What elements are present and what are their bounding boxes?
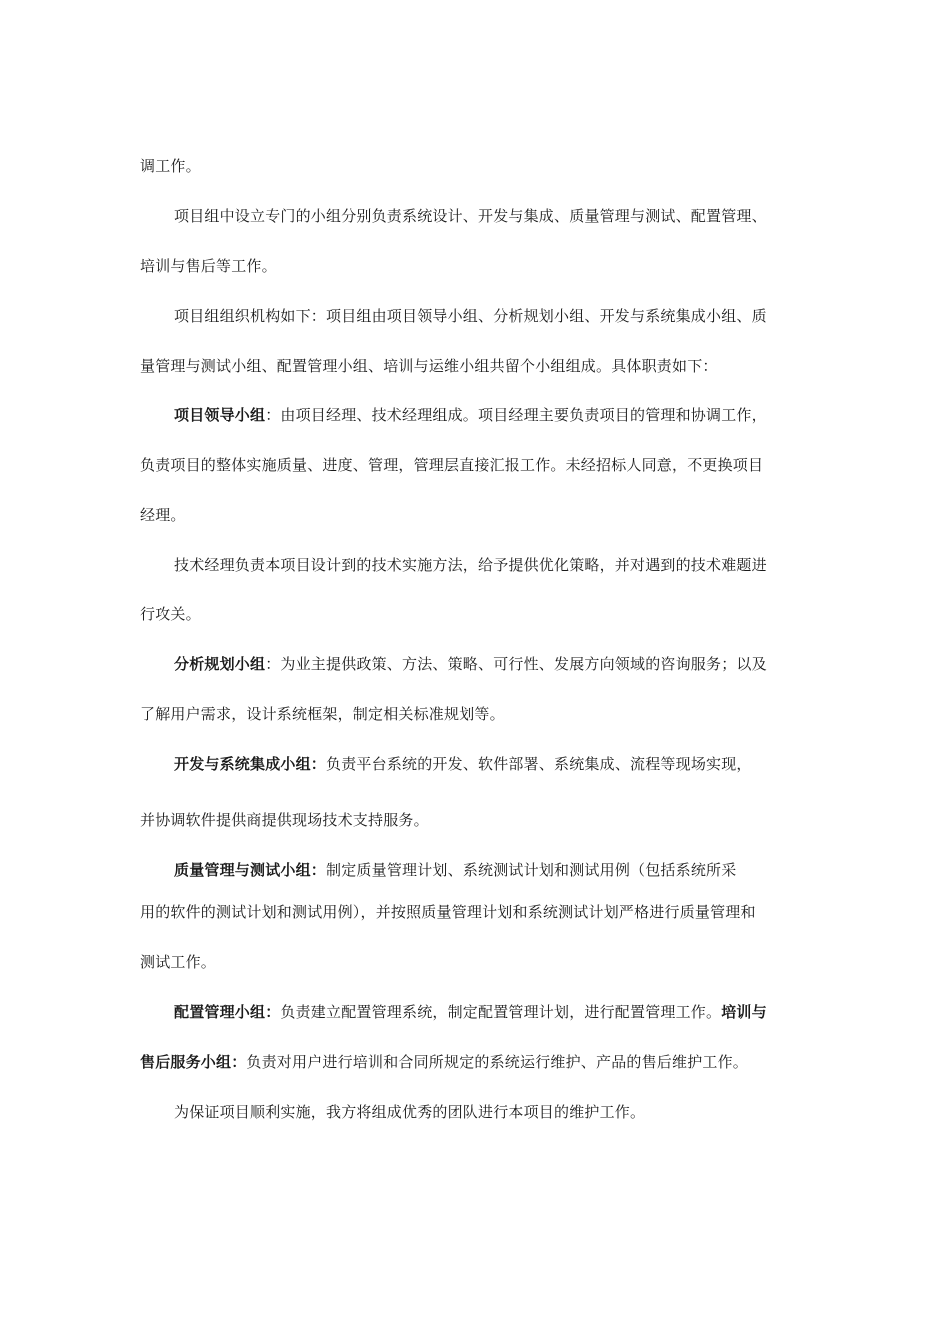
text-segment: 经理。	[140, 506, 186, 524]
text-segment: 制定质量管理计划、系统测试计划和测试用例（包括系统所采	[326, 861, 737, 879]
text-segment: 负责建立配置管理系统，制定配置管理计划，进行配置管理工作。	[280, 1003, 722, 1021]
text-line	[140, 952, 216, 972]
text-line	[140, 455, 763, 475]
text-segment: 行攻关。	[140, 605, 201, 623]
text-line	[140, 902, 756, 922]
text-line	[140, 604, 201, 624]
text-line	[140, 1052, 748, 1072]
text-segment: 测试工作。	[140, 953, 217, 971]
group-heading: 质量管理与测试小组：	[174, 861, 327, 879]
text-segment: 负责平台系统的开发、软件部署、系统集成、流程等现场实现，	[326, 755, 752, 773]
text-line	[174, 654, 767, 674]
text-segment: ：为业主提供政策、方法、策略、可行性、发展方向领域的咨询服务；以及	[265, 655, 767, 673]
text-segment: 量管理与测试小组、配置管理小组、培训与运维小组共留个小组组成。具体职责如下：	[140, 357, 718, 375]
text-line	[174, 405, 767, 425]
text-segment: 技术经理负责本项目设计到的技术实施方法，给予提供优化策略，并对遇到的技术难题进	[174, 556, 767, 574]
text-line	[140, 156, 201, 176]
text-line	[174, 1002, 767, 1022]
text-line	[174, 1102, 645, 1122]
group-heading: 分析规划小组	[174, 655, 266, 673]
text-line	[140, 356, 718, 376]
text-line	[174, 555, 767, 575]
group-heading: 项目领导小组	[174, 406, 266, 424]
text-line	[140, 505, 186, 525]
text-line	[174, 754, 752, 774]
group-heading: 售后服务小组：	[140, 1053, 247, 1071]
text-segment: ：由项目经理、技术经理组成。项目经理主要负责项目的管理和协调工作，	[265, 406, 767, 424]
text-line	[174, 306, 767, 326]
text-segment: 为保证项目顺利实施，我方将组成优秀的团队进行本项目的维护工作。	[174, 1103, 646, 1121]
text-segment: 了解用户需求，设计系统框架，制定相关标准规划等。	[140, 705, 505, 723]
group-heading: 培训与	[721, 1003, 767, 1021]
group-heading: 开发与系统集成小组：	[174, 755, 327, 773]
text-segment: 项目组组织机构如下：项目组由项目领导小组、分析规划小组、开发与系统集成小组、质	[174, 307, 767, 325]
text-line	[140, 256, 277, 276]
text-segment: 用的软件的测试计划和测试用例），并按照质量管理计划和系统测试计划严格进行质量管理和	[140, 903, 756, 921]
text-segment: 并协调软件提供商提供现场技术支持服务。	[140, 811, 429, 829]
text-segment: 负责项目的整体实施质量、进度、管理，管理层直接汇报工作。未经招标人同意，不更换项目	[140, 456, 764, 474]
text-segment: 调工作。	[140, 157, 201, 175]
text-line	[174, 860, 736, 880]
text-segment: 负责对用户进行培训和合同所规定的系统运行维护、产品的售后维护工作。	[246, 1053, 749, 1071]
text-line	[140, 810, 429, 830]
text-segment: 项目组中设立专门的小组分别负责系统设计、开发与集成、质量管理与测试、配置管理、	[174, 207, 767, 225]
group-heading: 配置管理小组：	[174, 1003, 281, 1021]
text-segment: 培训与售后等工作。	[140, 257, 277, 275]
text-line	[140, 704, 505, 724]
text-line	[174, 206, 767, 226]
